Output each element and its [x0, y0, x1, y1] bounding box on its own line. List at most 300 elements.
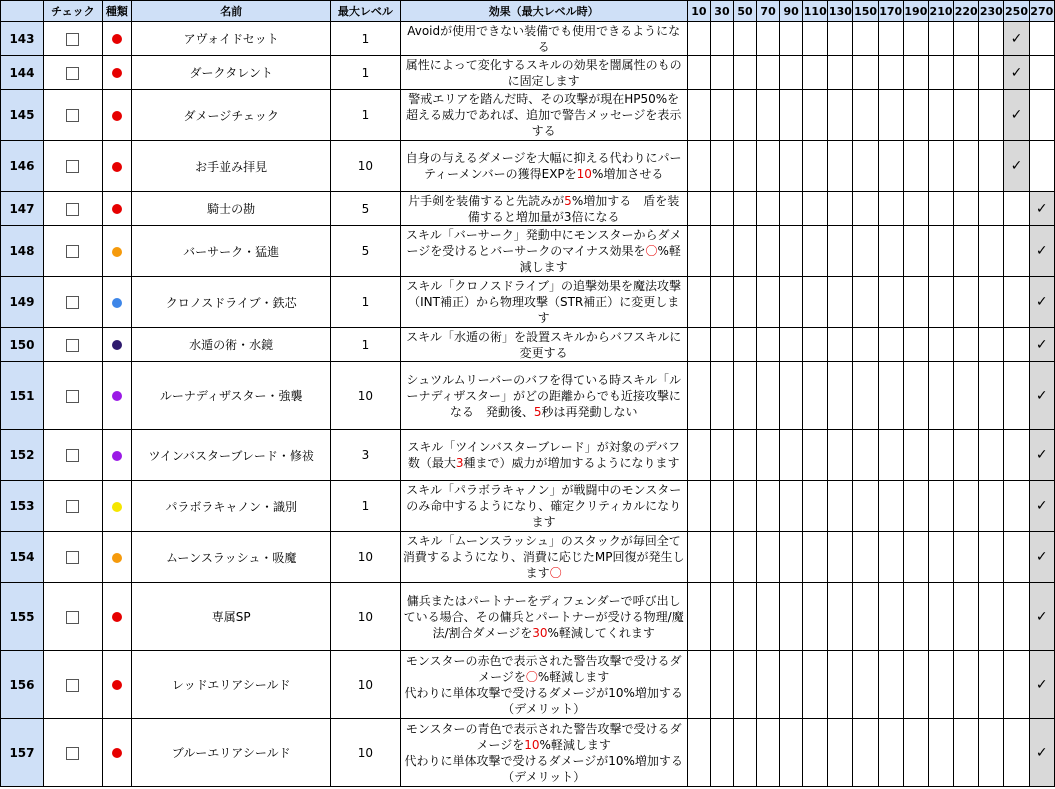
level-cell-90 [780, 56, 803, 90]
checkbox[interactable] [66, 67, 79, 80]
checkbox[interactable] [66, 109, 79, 122]
level-cell-170 [878, 583, 903, 651]
effect-highlight: 〇 [645, 244, 658, 258]
level-cell-270 [1029, 90, 1054, 141]
effect-segment: %軽減します 代わりに単体攻撃で受けるダメージが10%増加する（デメリット） [404, 737, 683, 784]
level-cell-250 [1004, 583, 1029, 651]
checkbox[interactable] [66, 390, 79, 403]
effect-segment: スキル「ツインバスターブレード」が対象のデバフ数（最大 [407, 440, 681, 470]
level-cell-10 [687, 583, 710, 651]
level-cell-10 [687, 328, 710, 362]
type-dot-icon [112, 34, 122, 44]
level-cell-30 [710, 56, 733, 90]
level-cell-250 [1004, 277, 1029, 328]
effect-segment: スキル「水遁の術」を設置スキルからバフスキルに変更する [406, 329, 682, 360]
table-row [1, 481, 1055, 532]
check-mark-icon: ✓ [1035, 498, 1048, 514]
level-cell-250 [1004, 141, 1029, 192]
type-cell [102, 277, 131, 328]
type-dot-icon [112, 502, 122, 512]
level-cell-90 [780, 192, 803, 226]
check-cell [43, 532, 102, 583]
level-cell-90 [780, 532, 803, 583]
level-cell-30 [710, 362, 733, 430]
level-cell-170 [878, 651, 903, 719]
type-cell [102, 362, 131, 430]
skill-name: 水遁の術・水鏡 [132, 328, 331, 362]
header-level-250: 250 [1004, 1, 1029, 22]
level-cell-150 [853, 362, 878, 430]
level-cell-90 [780, 430, 803, 481]
table-row [1, 56, 1055, 90]
checkbox[interactable] [66, 245, 79, 258]
level-cell-50 [733, 90, 756, 141]
check-mark-icon: ✓ [1035, 744, 1048, 761]
effect-segment: シュツルムリーバーのバフを得ている時スキル「ルーナディザスター」がどの距離からでも近接攻撃になる 発動後、 [406, 372, 681, 419]
table-row [1, 651, 1055, 719]
level-cell-190 [903, 532, 928, 583]
level-cell-270 [1029, 192, 1054, 226]
check-mark-icon: ✓ [1035, 676, 1048, 693]
level-cell-150 [853, 651, 878, 719]
checkbox[interactable] [66, 500, 79, 513]
level-cell-170 [878, 192, 903, 226]
skill-name: アヴォイドセット [132, 22, 331, 56]
level-cell-30 [710, 481, 733, 532]
level-cell-30 [710, 651, 733, 719]
level-cell-70 [757, 328, 780, 362]
checkbox[interactable] [66, 296, 79, 309]
checkbox[interactable] [66, 203, 79, 216]
level-cell-220 [954, 481, 979, 532]
level-cell-130 [828, 226, 853, 277]
level-cell-220 [954, 719, 979, 787]
level-cell-250 [1004, 532, 1029, 583]
checkbox[interactable] [66, 551, 79, 564]
checkbox[interactable] [66, 339, 79, 352]
level-cell-230 [979, 277, 1004, 328]
level-cell-70 [757, 651, 780, 719]
max-level: 10 [331, 532, 400, 583]
effect-segment: 傭兵またはパートナーをディフェンダーで呼び出している場合、その傭兵とパートナーが受ける物理/魔法/割合ダメージを [403, 593, 684, 640]
level-cell-110 [803, 90, 828, 141]
level-cell-250 [1004, 328, 1029, 362]
type-cell [102, 481, 131, 532]
level-cell-50 [733, 651, 756, 719]
level-cell-170 [878, 277, 903, 328]
level-cell-10 [687, 22, 710, 56]
level-cell-130 [828, 192, 853, 226]
level-cell-210 [928, 532, 953, 583]
level-cell-170 [878, 56, 903, 90]
row-number: 152 [1, 430, 44, 481]
level-cell-110 [803, 481, 828, 532]
check-mark-icon: ✓ [1035, 243, 1048, 259]
header-blank [1, 1, 44, 22]
level-cell-190 [903, 362, 928, 430]
level-cell-30 [710, 192, 733, 226]
level-cell-250 [1004, 719, 1029, 787]
check-mark-icon: ✓ [1035, 200, 1048, 217]
level-cell-130 [828, 56, 853, 90]
level-cell-170 [878, 141, 903, 192]
level-cell-230 [979, 430, 1004, 481]
checkbox[interactable] [66, 611, 79, 624]
level-cell-150 [853, 719, 878, 787]
level-cell-220 [954, 141, 979, 192]
level-cell-270 [1029, 362, 1054, 430]
level-cell-230 [979, 192, 1004, 226]
level-cell-70 [757, 226, 780, 277]
level-cell-30 [710, 90, 733, 141]
level-cell-190 [903, 277, 928, 328]
level-cell-130 [828, 277, 853, 328]
level-cell-10 [687, 192, 710, 226]
level-cell-70 [757, 430, 780, 481]
level-cell-30 [710, 430, 733, 481]
level-cell-150 [853, 56, 878, 90]
level-cell-170 [878, 532, 903, 583]
level-cell-30 [710, 141, 733, 192]
table-row [1, 277, 1055, 328]
check-mark-icon: ✓ [1010, 64, 1023, 81]
effect-segment: モンスターの赤色で表示された警告攻撃で受けるダメージを [405, 653, 682, 684]
level-cell-170 [878, 90, 903, 141]
header-name: 名前 [132, 1, 331, 22]
check-mark-icon: ✓ [1010, 30, 1023, 47]
type-dot-icon [112, 391, 122, 401]
level-cell-110 [803, 141, 828, 192]
level-cell-50 [733, 328, 756, 362]
max-level: 1 [331, 56, 400, 90]
level-cell-170 [878, 481, 903, 532]
level-cell-150 [853, 22, 878, 56]
level-cell-210 [928, 90, 953, 141]
skill-name: 騎士の勘 [132, 192, 331, 226]
level-cell-90 [780, 719, 803, 787]
level-cell-230 [979, 56, 1004, 90]
level-cell-230 [979, 651, 1004, 719]
row-number: 153 [1, 481, 44, 532]
skill-name: ダメージチェック [132, 90, 331, 141]
level-cell-170 [878, 430, 903, 481]
effect-highlight: 3 [455, 456, 464, 470]
level-cell-110 [803, 226, 828, 277]
table-row [1, 90, 1055, 141]
level-cell-90 [780, 328, 803, 362]
table-row [1, 583, 1055, 651]
level-cell-220 [954, 90, 979, 141]
level-cell-130 [828, 141, 853, 192]
level-cell-210 [928, 430, 953, 481]
type-dot-icon [112, 612, 122, 622]
level-cell-210 [928, 22, 953, 56]
level-cell-210 [928, 719, 953, 787]
level-cell-10 [687, 719, 710, 787]
level-cell-190 [903, 719, 928, 787]
level-cell-210 [928, 328, 953, 362]
level-cell-270 [1029, 719, 1054, 787]
level-cell-210 [928, 192, 953, 226]
type-dot-icon [112, 553, 122, 563]
max-level: 1 [331, 277, 400, 328]
level-cell-250 [1004, 90, 1029, 141]
level-cell-210 [928, 226, 953, 277]
level-cell-110 [803, 56, 828, 90]
level-cell-250 [1004, 226, 1029, 277]
level-cell-10 [687, 532, 710, 583]
effect-segment: %増加させる [591, 167, 664, 181]
level-cell-30 [710, 532, 733, 583]
level-cell-70 [757, 583, 780, 651]
level-cell-50 [733, 583, 756, 651]
level-cell-30 [710, 328, 733, 362]
effect-text [400, 56, 687, 90]
check-cell [43, 362, 102, 430]
level-cell-220 [954, 22, 979, 56]
effect-highlight: 10 [524, 737, 540, 752]
check-cell [43, 651, 102, 719]
effect-text [400, 22, 687, 56]
header-check: チェック [43, 1, 102, 22]
level-cell-250 [1004, 362, 1029, 430]
level-cell-220 [954, 328, 979, 362]
skill-name: バーサーク・猛進 [132, 226, 331, 277]
level-cell-10 [687, 481, 710, 532]
table-row [1, 141, 1055, 192]
check-mark-icon: ✓ [1035, 387, 1048, 404]
level-cell-170 [878, 22, 903, 56]
level-cell-50 [733, 481, 756, 532]
level-cell-110 [803, 22, 828, 56]
row-number: 154 [1, 532, 44, 583]
type-cell [102, 192, 131, 226]
level-cell-150 [853, 90, 878, 141]
level-cell-220 [954, 56, 979, 90]
table-row [1, 22, 1055, 56]
table-row [1, 192, 1055, 226]
level-cell-90 [780, 226, 803, 277]
level-cell-250 [1004, 651, 1029, 719]
type-cell [102, 22, 131, 56]
effect-segment: スキル「クロノスドライブ」の追撃効果を魔法攻撃（INT補正）から物理攻撃（STR補正）に変更します [406, 279, 682, 325]
check-mark-icon: ✓ [1035, 447, 1048, 463]
level-cell-50 [733, 362, 756, 430]
level-cell-50 [733, 532, 756, 583]
level-cell-30 [710, 22, 733, 56]
level-cell-70 [757, 532, 780, 583]
row-number: 146 [1, 141, 44, 192]
header-level-190: 190 [903, 1, 928, 22]
level-cell-210 [928, 362, 953, 430]
level-cell-130 [828, 651, 853, 719]
level-cell-70 [757, 90, 780, 141]
effect-segment: %軽減します [519, 244, 681, 274]
checkbox[interactable] [66, 33, 79, 46]
level-cell-270 [1029, 481, 1054, 532]
type-dot-icon [112, 451, 122, 461]
check-cell [43, 277, 102, 328]
header-type: 種類 [102, 1, 131, 22]
level-cell-220 [954, 430, 979, 481]
level-cell-130 [828, 362, 853, 430]
level-cell-30 [710, 583, 733, 651]
level-cell-130 [828, 532, 853, 583]
row-number: 150 [1, 328, 44, 362]
skill-name: ツインバスターブレード・修祓 [132, 430, 331, 481]
level-cell-230 [979, 362, 1004, 430]
row-number: 143 [1, 22, 44, 56]
level-cell-220 [954, 362, 979, 430]
level-cell-250 [1004, 481, 1029, 532]
level-cell-220 [954, 651, 979, 719]
effect-text [400, 362, 687, 430]
skill-name: クロノスドライブ・鉄芯 [132, 277, 331, 328]
effect-segment: 属性によって変化するスキルの効果を闇属性のものに固定します [405, 57, 682, 88]
max-level: 10 [331, 362, 400, 430]
table-body [1, 22, 1055, 787]
level-cell-30 [710, 719, 733, 787]
checkbox[interactable] [66, 747, 79, 760]
type-cell [102, 719, 131, 787]
level-cell-90 [780, 481, 803, 532]
effect-text [400, 532, 687, 583]
row-number: 157 [1, 719, 44, 787]
level-cell-130 [828, 430, 853, 481]
skill-name: ムーンスラッシュ・吸魔 [132, 532, 331, 583]
level-cell-250 [1004, 430, 1029, 481]
level-cell-110 [803, 192, 828, 226]
level-cell-150 [853, 141, 878, 192]
level-cell-270 [1029, 226, 1054, 277]
level-cell-270 [1029, 277, 1054, 328]
effect-segment: %増加する 盾を装備すると増加量が3倍になる [467, 193, 680, 224]
level-cell-90 [780, 651, 803, 719]
level-cell-170 [878, 226, 903, 277]
checkbox[interactable] [66, 679, 79, 692]
effect-segment: Avoidが使用できない装備でも使用できるようになる [407, 23, 681, 54]
level-cell-10 [687, 651, 710, 719]
level-cell-150 [853, 583, 878, 651]
effect-text [400, 277, 687, 328]
level-cell-130 [828, 719, 853, 787]
level-cell-150 [853, 430, 878, 481]
level-cell-190 [903, 481, 928, 532]
effect-segment: %軽減します 代わりに単体攻撃で受けるダメージが10%増加する（デメリット） [404, 669, 683, 716]
level-cell-10 [687, 141, 710, 192]
max-level: 10 [331, 141, 400, 192]
check-cell [43, 430, 102, 481]
level-cell-190 [903, 226, 928, 277]
level-cell-230 [979, 22, 1004, 56]
header-level-220: 220 [954, 1, 979, 22]
type-dot-icon [112, 247, 122, 257]
effect-segment: スキル「パラボラキャノン」が戦闘中のモンスターのみ命中するようになり、確定クリティカルになります [406, 483, 682, 529]
header-level-170: 170 [878, 1, 903, 22]
level-cell-50 [733, 226, 756, 277]
check-cell [43, 56, 102, 90]
header-row [1, 1, 1055, 22]
row-number: 144 [1, 56, 44, 90]
level-cell-70 [757, 141, 780, 192]
level-cell-270 [1029, 56, 1054, 90]
effect-highlight: 〇 [525, 669, 538, 684]
level-cell-70 [757, 56, 780, 90]
header-level-210: 210 [928, 1, 953, 22]
type-cell [102, 226, 131, 277]
level-cell-130 [828, 90, 853, 141]
level-cell-110 [803, 719, 828, 787]
level-cell-70 [757, 22, 780, 56]
check-cell [43, 141, 102, 192]
level-cell-10 [687, 90, 710, 141]
check-cell [43, 481, 102, 532]
max-level: 5 [331, 226, 400, 277]
level-cell-250 [1004, 192, 1029, 226]
checkbox[interactable] [66, 449, 79, 462]
level-cell-270 [1029, 651, 1054, 719]
level-cell-70 [757, 192, 780, 226]
effect-segment: %軽減してくれます [547, 625, 655, 640]
level-cell-170 [878, 328, 903, 362]
max-level: 1 [331, 22, 400, 56]
level-cell-210 [928, 481, 953, 532]
header-level-50: 50 [733, 1, 756, 22]
level-cell-220 [954, 192, 979, 226]
check-mark-icon: ✓ [1035, 549, 1048, 565]
table-row [1, 226, 1055, 277]
type-cell [102, 141, 131, 192]
level-cell-220 [954, 277, 979, 328]
max-level: 1 [331, 328, 400, 362]
effect-text [400, 430, 687, 481]
level-cell-190 [903, 430, 928, 481]
level-cell-90 [780, 90, 803, 141]
checkbox[interactable] [66, 160, 79, 173]
level-cell-70 [757, 277, 780, 328]
level-cell-70 [757, 481, 780, 532]
effect-highlight: 30 [532, 625, 548, 640]
max-level: 10 [331, 651, 400, 719]
level-cell-270 [1029, 430, 1054, 481]
level-cell-150 [853, 192, 878, 226]
max-level: 1 [331, 481, 400, 532]
effect-segment: 警戒エリアを踏んだ時、その攻撃が現在HP50%を超える威力であれば、追加で警告メッセージを表示する [406, 92, 682, 138]
level-cell-10 [687, 277, 710, 328]
effect-segment: モンスターの青色で表示された警告攻撃で受けるダメージを [405, 721, 682, 752]
level-cell-250 [1004, 56, 1029, 90]
level-cell-110 [803, 583, 828, 651]
effect-text [400, 192, 687, 226]
type-cell [102, 430, 131, 481]
level-cell-110 [803, 362, 828, 430]
header-max-level: 最大レベル [331, 1, 400, 22]
level-cell-50 [733, 430, 756, 481]
level-cell-110 [803, 651, 828, 719]
max-level: 5 [331, 192, 400, 226]
effect-highlight: 5 [564, 193, 572, 208]
level-cell-230 [979, 90, 1004, 141]
level-cell-90 [780, 277, 803, 328]
level-cell-170 [878, 719, 903, 787]
level-cell-270 [1029, 22, 1054, 56]
check-mark-icon: ✓ [1035, 336, 1048, 353]
effect-segment: スキル「ムーンスラッシュ」のスタックが毎回全て消費するようになり、消費に応じたMP回復が発生します [402, 534, 685, 580]
level-cell-230 [979, 532, 1004, 583]
max-level: 10 [331, 719, 400, 787]
header-level-30: 30 [710, 1, 733, 22]
level-cell-150 [853, 481, 878, 532]
